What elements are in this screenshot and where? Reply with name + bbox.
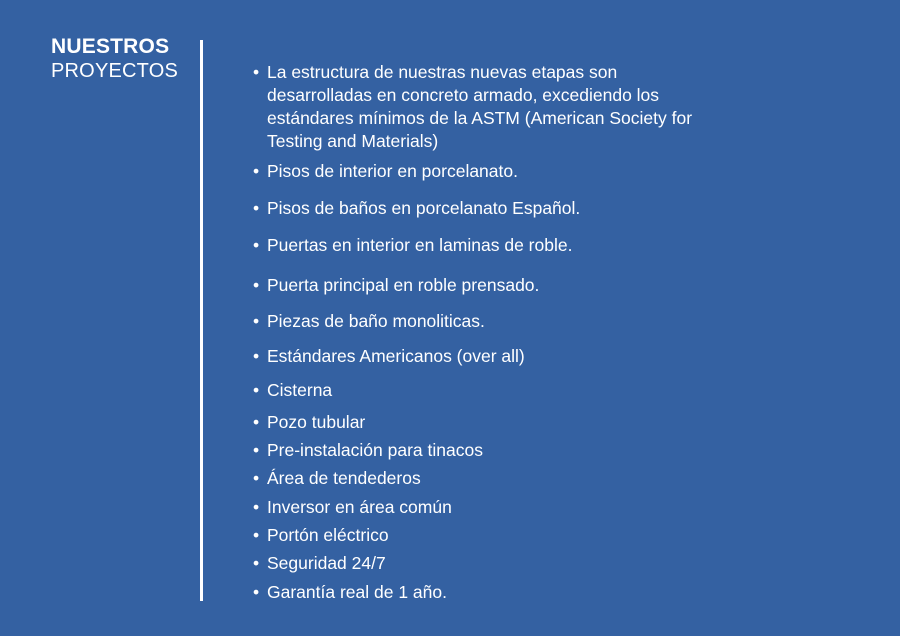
feature-item xyxy=(252,274,722,297)
feature-item-text: Área de tendederos xyxy=(267,468,421,488)
feature-item-text: Garantía real de 1 año. xyxy=(267,582,447,602)
feature-item-text: Portón eléctrico xyxy=(267,525,389,545)
feature-item-text: Seguridad 24/7 xyxy=(267,553,386,573)
feature-item-text: Inversor en área común xyxy=(267,497,452,517)
bullet-icon: • xyxy=(253,525,260,545)
bullet-icon: • xyxy=(253,62,260,82)
feature-item-text: Pozo tubular xyxy=(267,412,366,432)
feature-item xyxy=(252,552,722,575)
bullet-icon: • xyxy=(253,311,260,331)
feature-item xyxy=(252,524,722,547)
feature-item xyxy=(252,411,722,434)
bullet-icon: • xyxy=(253,412,260,432)
heading-light-text: PROYECTOS xyxy=(51,60,179,82)
feature-item xyxy=(252,467,722,490)
bullet-icon: • xyxy=(253,346,260,366)
bullet-icon: • xyxy=(253,497,260,517)
bullet-icon: • xyxy=(253,440,260,460)
heading-bold-text: NUESTROS xyxy=(51,35,170,58)
feature-item xyxy=(252,496,722,519)
section-heading xyxy=(51,36,178,81)
vertical-divider xyxy=(200,40,203,601)
feature-item xyxy=(252,379,722,402)
bullet-icon: • xyxy=(253,198,260,218)
feature-item xyxy=(252,310,722,333)
bullet-icon: • xyxy=(253,553,260,573)
bullet-icon: • xyxy=(253,468,260,488)
feature-item xyxy=(252,234,722,257)
feature-item xyxy=(252,345,722,368)
feature-item-text: Puerta principal en roble prensado. xyxy=(267,275,540,295)
bullet-icon: • xyxy=(253,582,260,602)
feature-item xyxy=(252,581,722,604)
bullet-icon: • xyxy=(253,235,260,255)
bullet-icon: • xyxy=(253,275,260,295)
feature-item xyxy=(252,439,722,462)
feature-item-text: La estructura de nuestras nuevas etapas son desarrolladas en concreto armado, excediendo los estándares mínimos de la ASTM (American Society for Testing and Materials) xyxy=(267,62,693,151)
feature-item-text: Pisos de baños en porcelanato Español. xyxy=(267,198,581,218)
feature-item xyxy=(252,197,722,220)
feature-item xyxy=(252,61,722,153)
feature-item-text: Cisterna xyxy=(267,380,333,400)
bullet-icon: • xyxy=(253,380,260,400)
feature-item-text: Piezas de baño monoliticas. xyxy=(267,311,485,331)
feature-item-text: Pisos de interior en porcelanato. xyxy=(267,161,518,181)
feature-item-text: Puertas en interior en laminas de roble. xyxy=(267,235,573,255)
feature-item-text: Estándares Americanos (over all) xyxy=(267,346,525,366)
bullet-icon: • xyxy=(253,161,260,181)
feature-item xyxy=(252,160,722,183)
feature-item-text: Pre-instalación para tinacos xyxy=(267,440,483,460)
